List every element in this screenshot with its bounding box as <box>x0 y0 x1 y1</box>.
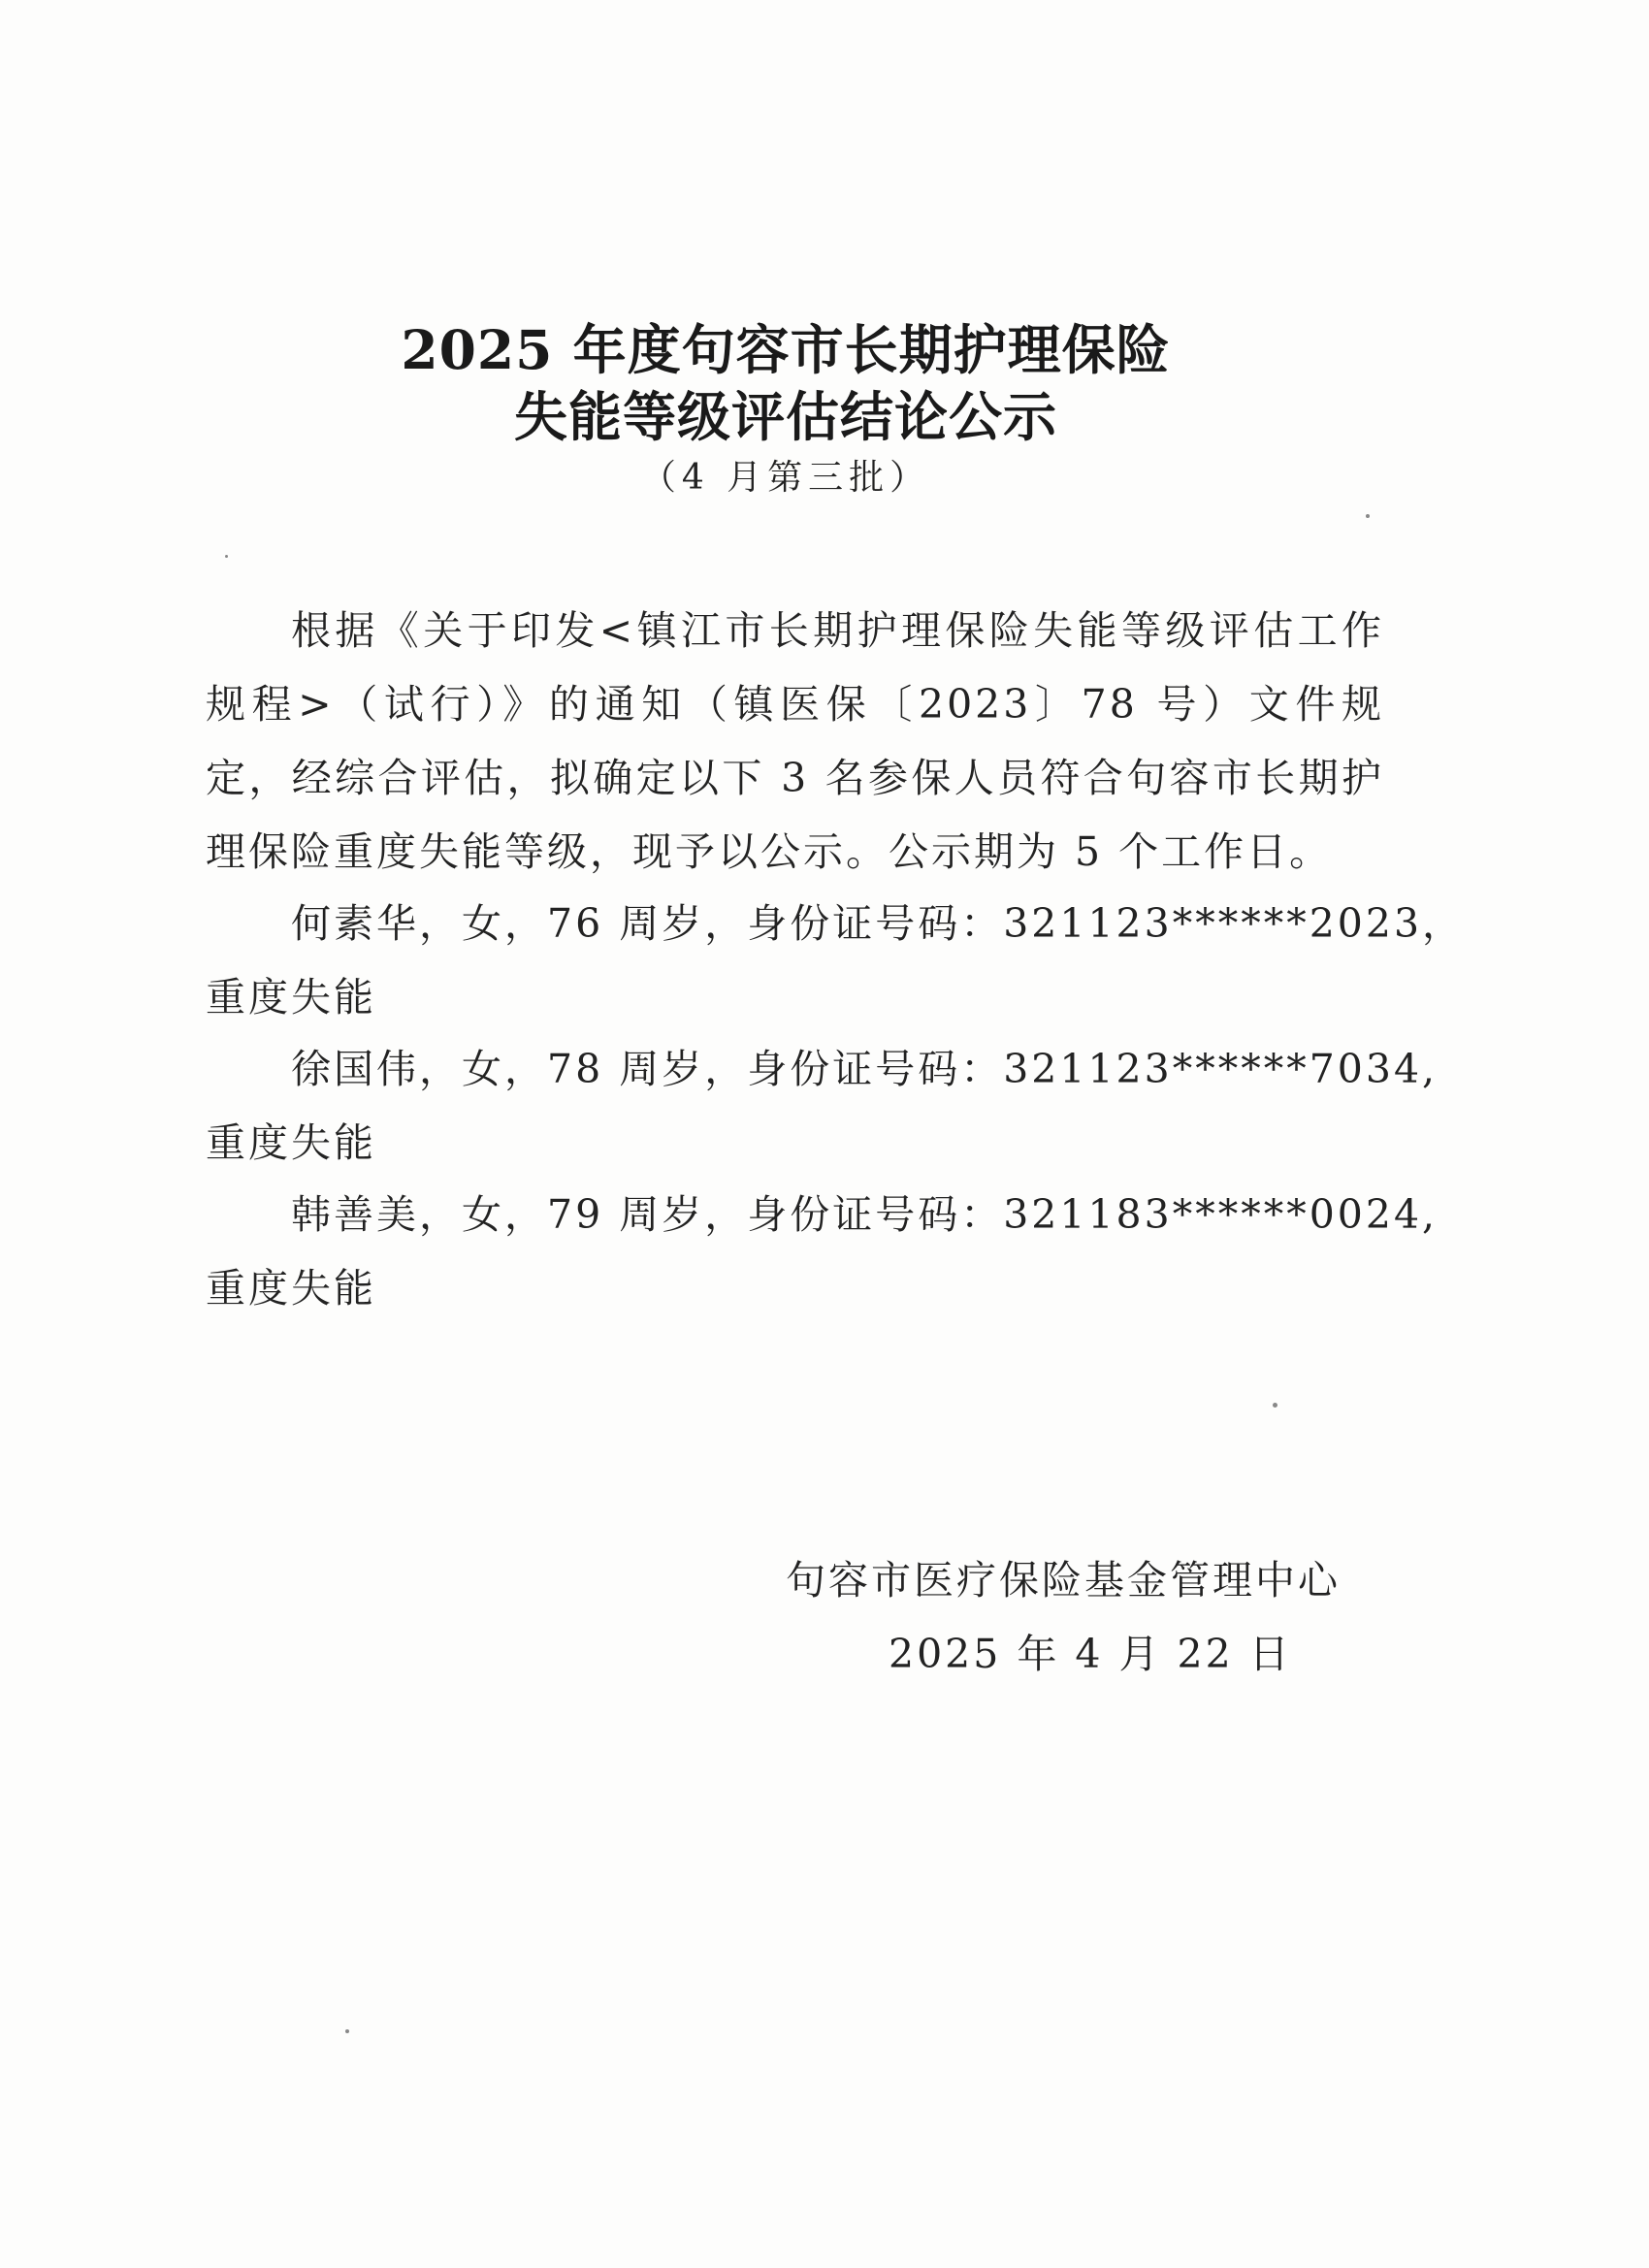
person-entry-details: 韩善美，女，79 周岁，身份证号码：321183******0024, <box>291 1191 1439 1238</box>
person-entry <box>206 1032 1439 1180</box>
body-paragraph: 根据《关于印发<镇江市长期护理保险失能等级评估工作规程>（试行）》的通知（镇医保〔2023〕78 号）文件规定，经综合评估，拟确定以下 3 名参保人员符合句容市长期护理保险重度失能等级，现予以公示。公示期为 5 个工作日。 <box>206 607 1384 875</box>
scan-speck <box>1273 1403 1277 1408</box>
signature-date: 2025 年 4 月 22 日 <box>889 1631 1292 1677</box>
person-entry-level: 重度失能 <box>206 1119 376 1166</box>
person-entry-details: 何素华，女，76 周岁，身份证号码：321123******2023， <box>291 900 1466 947</box>
signature-organization: 句容市医疗保险基金管理中心 <box>786 1557 1341 1604</box>
scan-speck <box>1366 514 1370 518</box>
scan-speck <box>345 2029 349 2033</box>
document-title-line1: 2025 年度句容市长期护理保险 <box>401 318 1171 381</box>
document-title-line2: 失能等级评估结论公示 <box>513 385 1057 448</box>
document-subtitle: （4 月第三批） <box>640 458 931 498</box>
person-entry <box>206 1178 1439 1325</box>
person-entry-level: 重度失能 <box>206 1265 376 1312</box>
person-entry-details: 徐国伟，女，78 周岁，身份证号码：321123******7034, <box>291 1046 1439 1092</box>
person-entry <box>206 887 1466 1034</box>
scan-speck <box>225 555 228 558</box>
person-entry-level: 重度失能 <box>206 974 376 1021</box>
